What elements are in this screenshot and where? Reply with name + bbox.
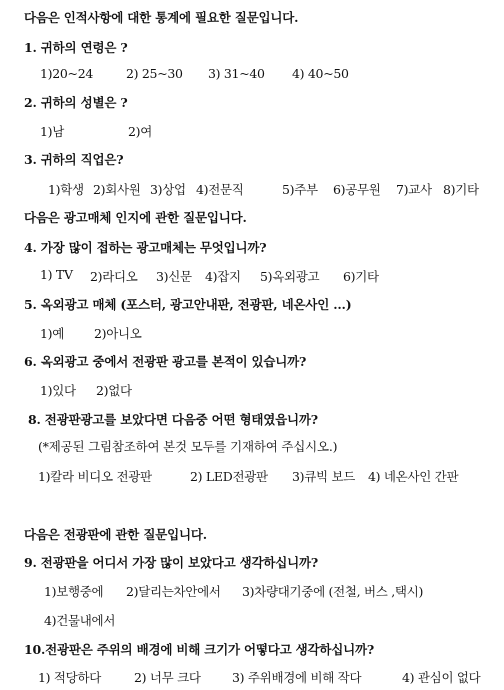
question-8: 8. 전광판광고를 보았다면 다음중 어떤 형태였읍니까? <box>28 412 318 427</box>
question-3: 3. 귀하의 직업은? <box>24 152 124 167</box>
q10-option-4: 4) 관심이 없다 <box>402 670 481 685</box>
q9-option-3: 3)차량대기중에 (전철, 버스 ,택시) <box>242 584 424 599</box>
q8-option-3: 3)큐빅 보드 <box>292 469 356 484</box>
question-2: 2. 귀하의 성별은 ? <box>24 95 128 110</box>
question-1: 1. 귀하의 연령은 ? <box>24 40 128 55</box>
q3-option-6: 6)공무원 <box>333 182 381 197</box>
q1-option-3: 3) 31~40 <box>208 66 265 81</box>
q5-option-2: 2)아니오 <box>94 326 142 341</box>
question-10: 10.전광판은 주위의 배경에 비해 크기가 어떻다고 생각하십니까? <box>24 642 375 657</box>
q6-option-1: 1)있다 <box>40 383 76 398</box>
q1-option-4: 4) 40~50 <box>292 66 349 81</box>
q4-option-2: 2)라디오 <box>90 269 138 284</box>
q5-option-1: 1)예 <box>40 326 65 341</box>
q4-option-1: 1) TV <box>40 267 73 282</box>
question-9: 9. 전광판을 어디서 가장 많이 보았다고 생각하십니까? <box>24 555 319 570</box>
question-8-note: (*제공된 그림참조하여 본것 모두를 기재하여 주십시오.) <box>38 439 338 454</box>
q10-option-2: 2) 너무 크다 <box>134 670 201 685</box>
q1-option-1: 1)20~24 <box>40 66 94 81</box>
q10-option-1: 1) 적당하다 <box>38 670 102 685</box>
q3-option-5: 5)주부 <box>282 182 318 197</box>
q4-option-5: 5)옥외광고 <box>260 269 320 284</box>
section-intro-media: 다음은 광고매체 인지에 관한 질문입니다. <box>24 210 247 225</box>
q2-option-2: 2)여 <box>128 124 153 139</box>
q8-option-4: 4) 네온사인 간판 <box>368 469 459 484</box>
section-intro-board: 다음은 전광판에 관한 질문입니다. <box>24 527 207 542</box>
q3-option-7: 7)교사 <box>396 182 432 197</box>
q3-option-8: 8)기타 <box>443 182 479 197</box>
q9-option-1: 1)보행중에 <box>44 584 104 599</box>
q4-option-6: 6)기타 <box>343 269 379 284</box>
q4-option-4: 4)잡지 <box>205 269 241 284</box>
question-4: 4. 가장 많이 접하는 광고매체는 무엇입니까? <box>24 240 267 255</box>
q4-option-3: 3)신문 <box>156 269 192 284</box>
q3-option-2: 2)회사원 <box>93 182 141 197</box>
section-intro-personal: 다음은 인적사항에 대한 통계에 필요한 질문입니다. <box>24 10 299 25</box>
q3-option-3: 3)상업 <box>150 182 186 197</box>
question-6: 6. 옥외광고 중에서 전광판 광고를 본적이 있습니까? <box>24 354 307 369</box>
q3-option-4: 4)전문직 <box>196 182 244 197</box>
q6-option-2: 2)없다 <box>96 383 132 398</box>
q10-option-3: 3) 주위배경에 비해 작다 <box>232 670 362 685</box>
q1-option-2: 2) 25~30 <box>126 66 183 81</box>
q9-option-4: 4)건물내에서 <box>44 613 116 628</box>
q3-option-1: 1)학생 <box>48 182 84 197</box>
q8-option-2: 2) LED전광판 <box>190 469 268 484</box>
question-5: 5. 옥외광고 매체 (포스터, 광고안내판, 전광판, 네온사인 ...) <box>24 297 352 312</box>
q9-option-2: 2)달리는차안에서 <box>126 584 221 599</box>
q8-option-1: 1)칼라 비디오 전광판 <box>38 469 152 484</box>
q2-option-1: 1)남 <box>40 124 65 139</box>
